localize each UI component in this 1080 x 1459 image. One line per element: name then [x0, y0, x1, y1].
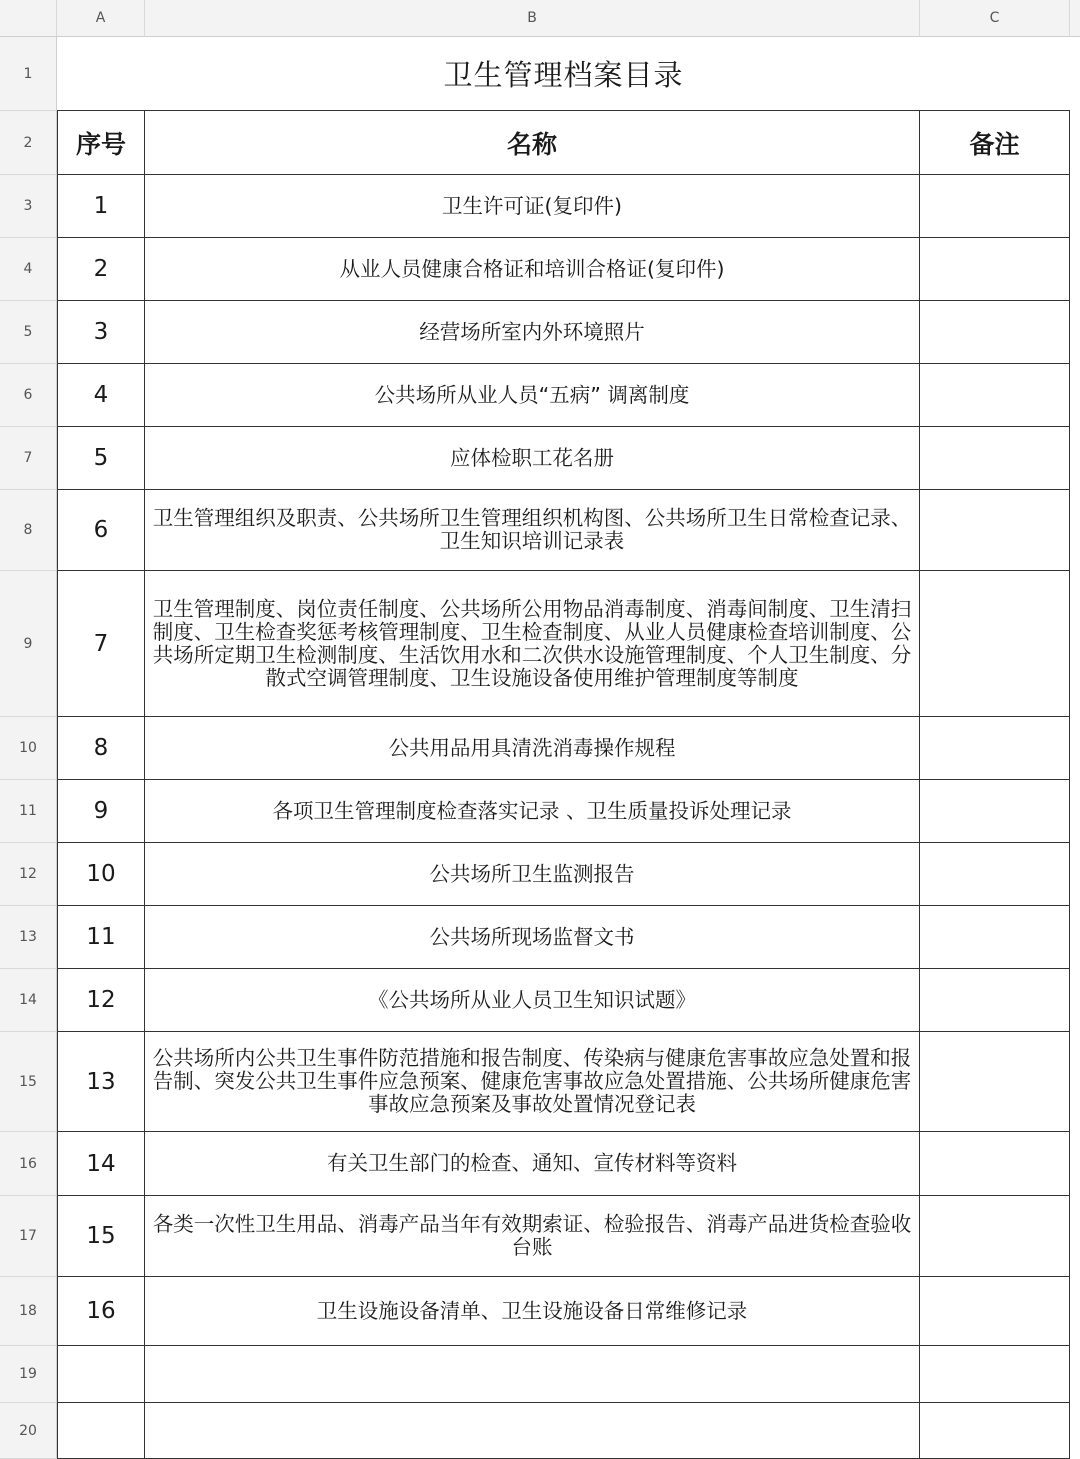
- table-cell-note[interactable]: [920, 906, 1070, 969]
- table-cell-name[interactable]: 卫生管理组织及职责、公共场所卫生管理组织机构图、公共场所卫生日常检查记录、卫生知识培训记录表: [145, 490, 920, 571]
- table-cell-seq[interactable]: 1: [57, 175, 145, 238]
- table-cell-seq[interactable]: 3: [57, 301, 145, 364]
- table-cell-seq[interactable]: 14: [57, 1132, 145, 1196]
- table-cell-seq[interactable]: [57, 1346, 145, 1403]
- table-cell-name[interactable]: 经营场所室内外环境照片: [145, 301, 920, 364]
- row-header[interactable]: 4: [0, 238, 57, 301]
- table-cell-seq[interactable]: 15: [57, 1196, 145, 1277]
- row-header[interactable]: 5: [0, 301, 57, 364]
- row-header[interactable]: 9: [0, 571, 57, 717]
- table-cell-name[interactable]: 应体检职工花名册: [145, 427, 920, 490]
- row-header[interactable]: 19: [0, 1346, 57, 1403]
- header-note[interactable]: 备注: [920, 111, 1070, 175]
- table-cell-seq[interactable]: 10: [57, 843, 145, 906]
- table-cell-seq[interactable]: 2: [57, 238, 145, 301]
- table-cell-note[interactable]: [920, 1032, 1070, 1132]
- table-cell-name[interactable]: 《公共场所从业人员卫生知识试题》: [145, 969, 920, 1032]
- table-cell-name[interactable]: [145, 1403, 920, 1459]
- table-cell-name[interactable]: 各类一次性卫生用品、消毒产品当年有效期索证、检验报告、消毒产品进货检查验收台账: [145, 1196, 920, 1277]
- table-cell-seq[interactable]: 5: [57, 427, 145, 490]
- table-cell-name[interactable]: 卫生管理制度、岗位责任制度、公共场所公用物品消毒制度、消毒间制度、卫生清扫制度、卫生检查奖惩考核管理制度、卫生检查制度、从业人员健康检查培训制度、公共场所定期卫生检测制度、生活饮用水和二次供水设施管理制度、个人卫生制度、分散式空调管理制度、卫生设施设备使用维护管理制度等制度: [145, 571, 920, 717]
- row-header[interactable]: 8: [0, 490, 57, 571]
- table-cell-note[interactable]: [920, 969, 1070, 1032]
- table-cell-name[interactable]: 卫生许可证(复印件): [145, 175, 920, 238]
- row-header[interactable]: 2: [0, 111, 57, 175]
- table-cell-name[interactable]: 公共场所从业人员“五病” 调离制度: [145, 364, 920, 427]
- table-cell-seq[interactable]: 9: [57, 780, 145, 843]
- row-header[interactable]: 6: [0, 364, 57, 427]
- column-header-a[interactable]: A: [57, 0, 145, 37]
- table-cell-note[interactable]: [920, 1403, 1070, 1459]
- select-all-corner[interactable]: [0, 0, 57, 37]
- table-cell-seq[interactable]: 16: [57, 1277, 145, 1346]
- table-cell-name[interactable]: 公共用品用具清洗消毒操作规程: [145, 717, 920, 780]
- table-cell-note[interactable]: [920, 717, 1070, 780]
- header-name[interactable]: 名称: [145, 111, 920, 175]
- row-header[interactable]: 15: [0, 1032, 57, 1132]
- header-seq[interactable]: 序号: [57, 111, 145, 175]
- row-header[interactable]: 11: [0, 780, 57, 843]
- row-header[interactable]: 12: [0, 843, 57, 906]
- sheet-title: 卫生管理档案目录: [57, 37, 1070, 111]
- table-cell-note[interactable]: [920, 175, 1070, 238]
- column-header-b[interactable]: B: [145, 0, 920, 37]
- table-cell-note[interactable]: [920, 571, 1070, 717]
- table-cell-note[interactable]: [920, 843, 1070, 906]
- table-cell-note[interactable]: [920, 1277, 1070, 1346]
- row-header[interactable]: 17: [0, 1196, 57, 1277]
- table-cell-name[interactable]: [145, 1346, 920, 1403]
- table-cell-note[interactable]: [920, 238, 1070, 301]
- row-header[interactable]: 14: [0, 969, 57, 1032]
- table-cell-note[interactable]: [920, 1196, 1070, 1277]
- row-header[interactable]: 7: [0, 427, 57, 490]
- table-cell-note[interactable]: [920, 301, 1070, 364]
- table-cell-name[interactable]: 卫生设施设备清单、卫生设施设备日常维修记录: [145, 1277, 920, 1346]
- row-header[interactable]: 20: [0, 1403, 57, 1459]
- table-cell-seq[interactable]: 7: [57, 571, 145, 717]
- column-header-c[interactable]: C: [920, 0, 1070, 37]
- table-cell-name[interactable]: 有关卫生部门的检查、通知、宣传材料等资料: [145, 1132, 920, 1196]
- row-header[interactable]: 10: [0, 717, 57, 780]
- table-cell-note[interactable]: [920, 490, 1070, 571]
- row-header[interactable]: 13: [0, 906, 57, 969]
- table-cell-note[interactable]: [920, 364, 1070, 427]
- table-cell-seq[interactable]: 4: [57, 364, 145, 427]
- row-header[interactable]: 3: [0, 175, 57, 238]
- table-cell-name[interactable]: 公共场所内公共卫生事件防范措施和报告制度、传染病与健康危害事故应急处置和报告制、突发公共卫生事件应急预案、健康危害事故应急处置措施、公共场所健康危害事故应急预案及事故处置情况登记表: [145, 1032, 920, 1132]
- table-cell-note[interactable]: [920, 780, 1070, 843]
- row-header[interactable]: 16: [0, 1132, 57, 1196]
- gridline: [1070, 37, 1080, 1459]
- column-header-filler: [1070, 0, 1080, 37]
- table-cell-name[interactable]: 公共场所卫生监测报告: [145, 843, 920, 906]
- table-cell-seq[interactable]: 6: [57, 490, 145, 571]
- table-cell-seq[interactable]: [57, 1403, 145, 1459]
- row-header[interactable]: 18: [0, 1277, 57, 1346]
- table-cell-seq[interactable]: 11: [57, 906, 145, 969]
- table-cell-note[interactable]: [920, 427, 1070, 490]
- table-cell-name[interactable]: 公共场所现场监督文书: [145, 906, 920, 969]
- table-cell-name[interactable]: 从业人员健康合格证和培训合格证(复印件): [145, 238, 920, 301]
- row-header[interactable]: 1: [0, 37, 57, 111]
- table-cell-seq[interactable]: 8: [57, 717, 145, 780]
- table-cell-note[interactable]: [920, 1132, 1070, 1196]
- table-cell-seq[interactable]: 12: [57, 969, 145, 1032]
- table-cell-note[interactable]: [920, 1346, 1070, 1403]
- table-cell-name[interactable]: 各项卫生管理制度检查落实记录 、卫生质量投诉处理记录: [145, 780, 920, 843]
- table-cell-seq[interactable]: 13: [57, 1032, 145, 1132]
